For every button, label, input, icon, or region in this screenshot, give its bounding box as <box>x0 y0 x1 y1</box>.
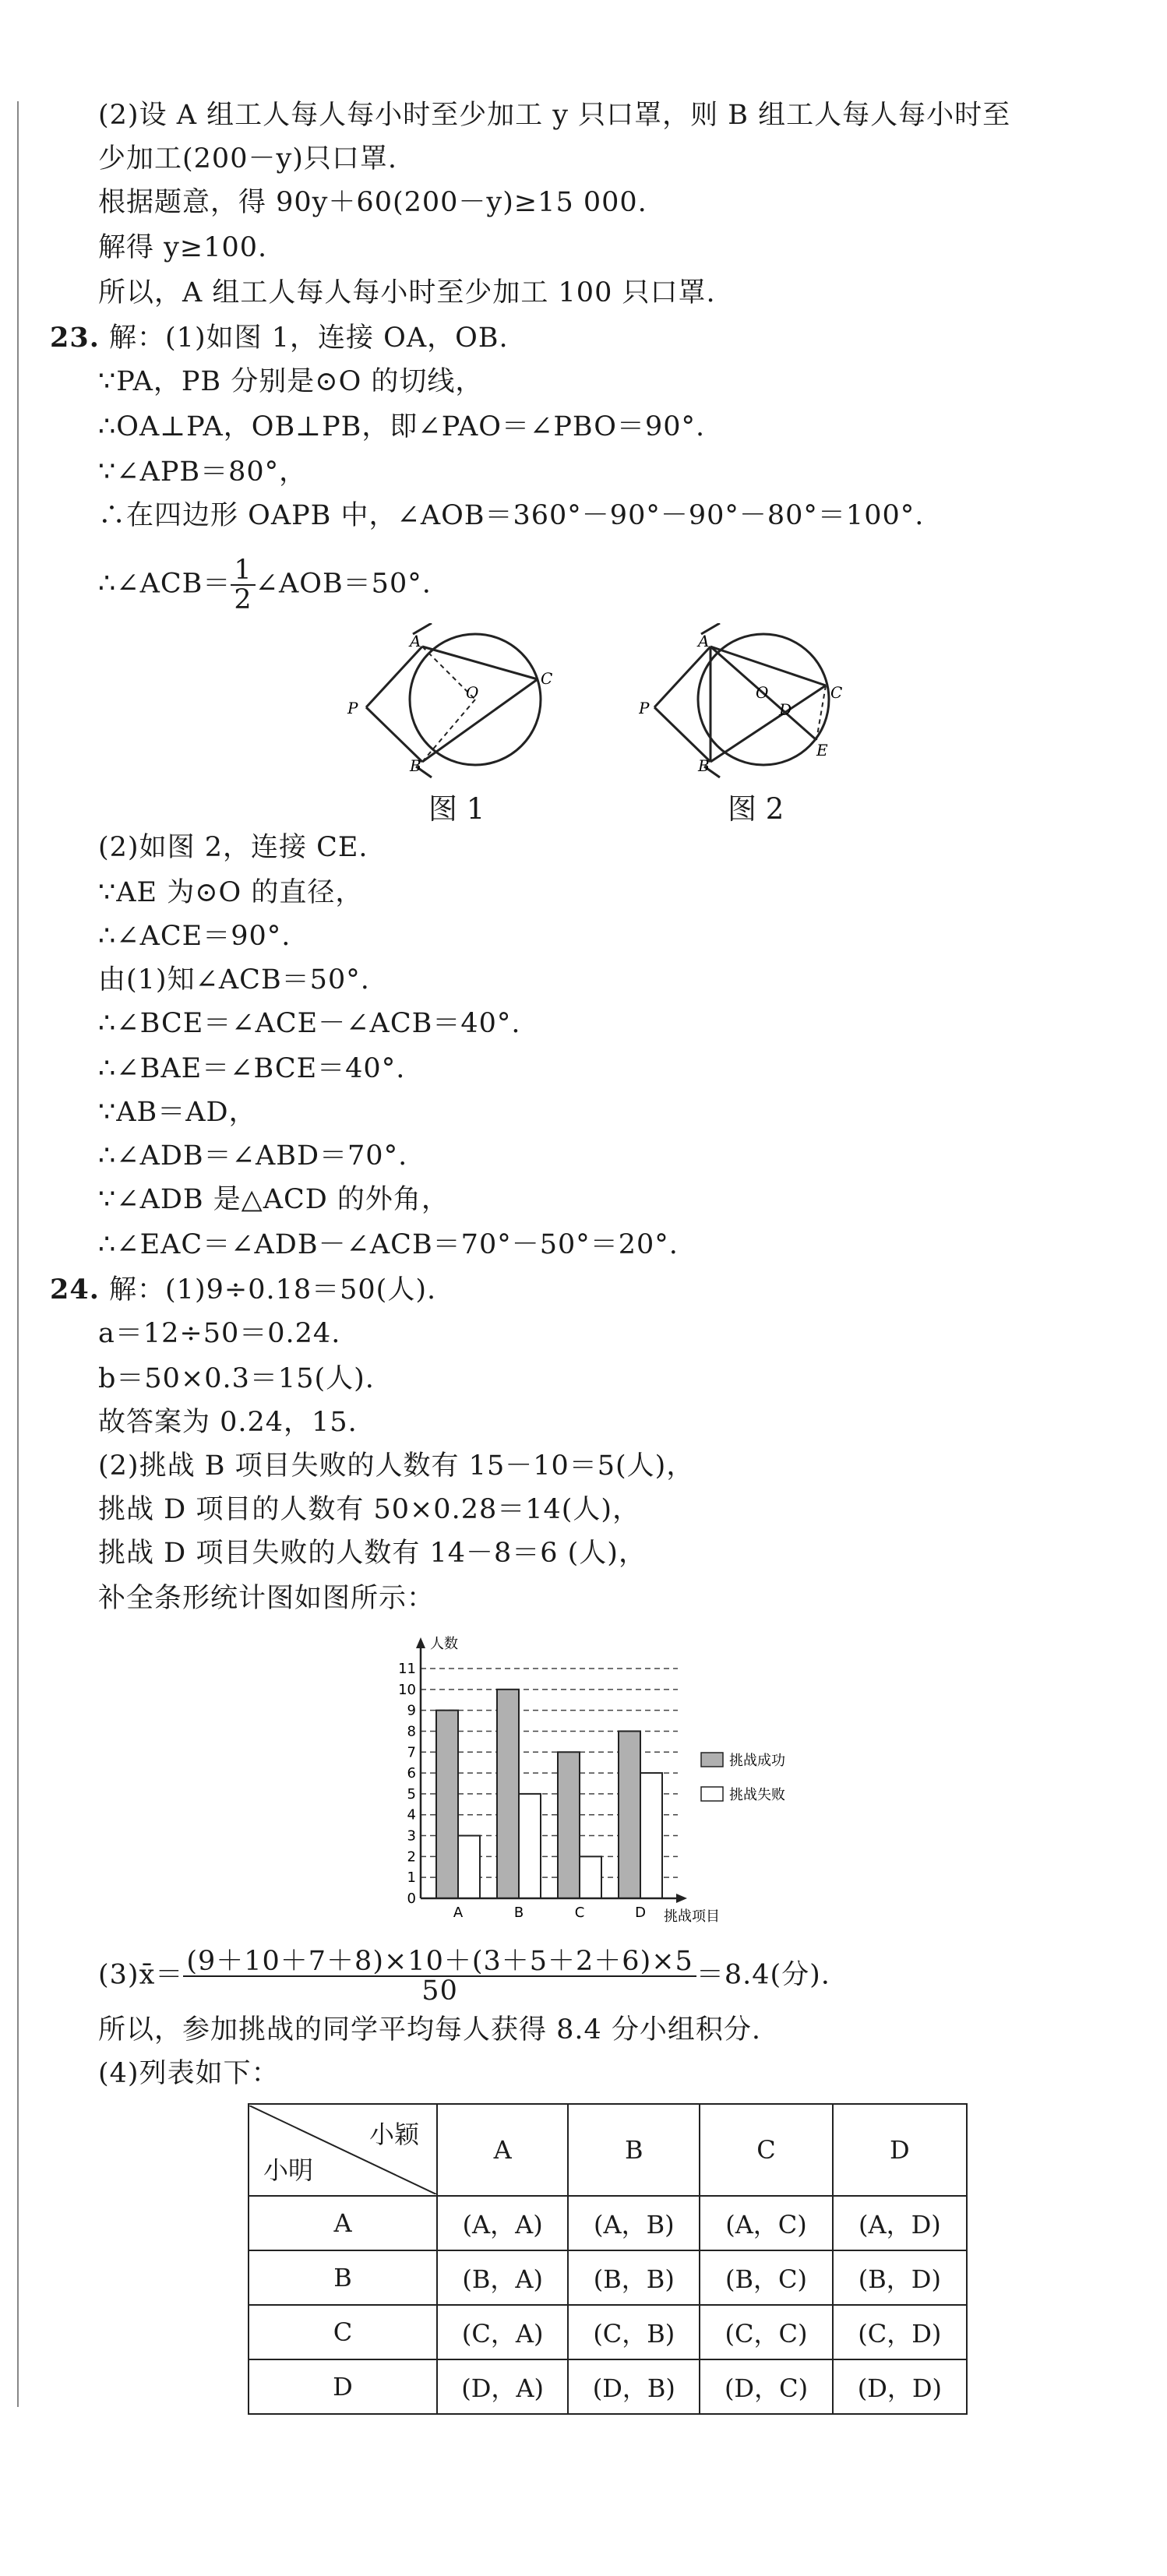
fraction: $\frac{1}{2}$ <box>231 556 255 614</box>
line-20: ∵∠ADB 是△ACD 的外角， <box>98 1184 450 1215</box>
y-tick-label: 10 <box>398 1681 416 1698</box>
q24-heading: 24. 解：(1)9÷0.18＝50(人). <box>50 1274 437 1306</box>
table-cell: (C，A) <box>437 2305 568 2359</box>
bar-fail-D <box>640 1773 662 1898</box>
line-18: ∵AB＝AD， <box>98 1097 257 1128</box>
line-23: a＝12÷50＝0.24. <box>98 1318 341 1349</box>
svg-text:C: C <box>541 669 553 688</box>
bar-success-A <box>436 1711 458 1898</box>
table-cell: (A，D) <box>833 2196 967 2250</box>
x-tick-label: C <box>574 1905 585 1921</box>
y-tick-label: 5 <box>407 1785 416 1802</box>
margin-rule <box>17 101 19 2407</box>
col-header: D <box>833 2104 967 2196</box>
line-12: (2)如图 2，连接 CE. <box>98 832 368 863</box>
col-header: A <box>437 2104 568 2196</box>
svg-text:A: A <box>410 632 421 650</box>
corner-top-label: 小颖 <box>368 2120 419 2149</box>
line-25: 故答案为 0.24，15. <box>98 1407 358 1438</box>
row-header: C <box>249 2305 437 2359</box>
y-tick-label: 8 <box>407 1723 416 1740</box>
bar-chart <box>374 1630 841 1926</box>
line-14: ∴∠ACE＝90°. <box>98 921 291 952</box>
mean-fraction: $\frac{(9+10+7+8)\times 10+(3+5+2+6)\times 5}{50}$ <box>183 1947 696 2005</box>
x-tick-label: A <box>453 1905 464 1921</box>
line-17: ∴∠BAE＝∠BCE＝40°. <box>98 1053 406 1084</box>
legend-label-success: 挑战成功 <box>729 1753 785 1769</box>
table-cell: (C，B) <box>568 2305 700 2359</box>
y-axis-label: 人数 <box>430 1636 458 1652</box>
line-1: (2)设 A 组工人每人每小时至少加工 y 只口罩，则 B 组工人每人每小时至 <box>98 100 1011 131</box>
svg-text:P: P <box>347 699 358 717</box>
y-tick-label: 4 <box>407 1806 416 1824</box>
line-24: b＝50×0.3＝15(人). <box>98 1363 375 1394</box>
svg-text:O: O <box>466 683 479 702</box>
table-cell: (B，D) <box>833 2250 967 2305</box>
line-8: ∴OA⊥PA，OB⊥PB，即∠PAO＝∠PBO＝90°. <box>98 411 706 442</box>
line-26: (2)挑战 B 项目失败的人数有 15－10＝5(人)， <box>98 1450 695 1482</box>
geometry-figure-2 <box>639 623 873 779</box>
table-cell: (D，B) <box>568 2359 700 2414</box>
x-tick-label: D <box>635 1905 646 1921</box>
table-cell: (A，C) <box>700 2196 832 2250</box>
x-tick-label: B <box>513 1905 524 1921</box>
bar-fail-B <box>519 1794 541 1898</box>
geometry-figure-1 <box>335 623 569 779</box>
line-10: ∴在四边形 OAPB 中，∠AOB＝360°－90°－90°－80°＝100°. <box>98 500 925 531</box>
col-header: C <box>700 2104 832 2196</box>
col-header: B <box>568 2104 700 2196</box>
table-cell: (D，C) <box>700 2359 832 2414</box>
table-cell: (A，B) <box>568 2196 700 2250</box>
corner-cell <box>249 2104 437 2196</box>
table-cell: (D，D) <box>833 2359 967 2414</box>
y-tick-label: 6 <box>407 1765 416 1782</box>
y-tick-label: 2 <box>407 1848 416 1866</box>
y-tick-label: 7 <box>407 1744 416 1761</box>
line-5: 所以，A 组工人每人每小时至少加工 100 只口罩. <box>98 277 716 308</box>
table-row <box>249 2196 967 2250</box>
line-9: ∵∠APB＝80°， <box>98 456 308 488</box>
legend-label-fail: 挑战失败 <box>729 1787 785 1803</box>
outcome-table <box>248 2103 968 2415</box>
line-19: ∴∠ADB＝∠ABD＝70°. <box>98 1140 408 1172</box>
y-tick-label: 1 <box>407 1869 416 1887</box>
q23-heading: 23. 解：(1)如图 1，连接 OA，OB. <box>50 322 509 354</box>
line-7: ∵PA，PB 分别是⊙O 的切线， <box>98 366 484 397</box>
line-21: ∴∠EAC＝∠ADB－∠ACB＝70°－50°＝20°. <box>98 1229 679 1260</box>
line-11: ∴∠ACB＝ $\frac{1}{2}$ ∠AOB＝50°. <box>98 555 432 615</box>
figure-1-caption: 图 1 <box>428 792 485 826</box>
y-tick-label: 9 <box>407 1702 416 1719</box>
y-tick-label: 3 <box>407 1827 416 1845</box>
legend-swatch-success <box>701 1753 723 1767</box>
bar-success-C <box>558 1752 580 1898</box>
line-3: 根据题意，得 90y＋60(200－y)≥15 000. <box>98 187 647 218</box>
bar-fail-A <box>458 1836 480 1898</box>
svg-text:A: A <box>698 632 710 650</box>
svg-text:B: B <box>698 756 710 775</box>
x-axis-label: 挑战项目 <box>664 1908 720 1925</box>
y-axis-arrow <box>416 1637 425 1648</box>
svg-text:P: P <box>639 699 650 717</box>
table-cell: (A，A) <box>437 2196 568 2250</box>
line-31: 所以，参加挑战的同学平均每人获得 8.4 分小组积分. <box>98 2014 762 2046</box>
table-row <box>249 2305 967 2359</box>
row-header: D <box>249 2359 437 2414</box>
line-16: ∴∠BCE＝∠ACE－∠ACB＝40°. <box>98 1008 521 1039</box>
table-cell: (D，A) <box>437 2359 568 2414</box>
svg-text:O: O <box>756 683 769 702</box>
line-15: 由(1)知∠ACB＝50°. <box>98 964 370 996</box>
y-tick-label: 11 <box>398 1661 416 1677</box>
table-cell: (B，B) <box>568 2250 700 2305</box>
line-2: 少加工(200－y)只口罩. <box>98 143 398 174</box>
line-28: 挑战 D 项目失败的人数有 14－8＝6 (人)， <box>98 1538 647 1569</box>
row-header: A <box>249 2196 437 2250</box>
svg-text:B: B <box>410 756 421 775</box>
corner-bottom-label: 小明 <box>263 2155 314 2185</box>
y-tick-label: 0 <box>407 1891 416 1907</box>
x-axis-arrow <box>676 1894 687 1903</box>
figure-2-caption: 图 2 <box>728 792 784 826</box>
bar-success-B <box>497 1690 519 1898</box>
line-13: ∵AE 为⊙O 的直径， <box>98 877 364 908</box>
table-cell: (C，D) <box>833 2305 967 2359</box>
table-cell: (B，C) <box>700 2250 832 2305</box>
svg-text:E: E <box>816 741 828 759</box>
line-4: 解得 y≥100. <box>98 232 268 263</box>
table-cell: (B，A) <box>437 2250 568 2305</box>
line-29: 补全条形统计图如图所示： <box>98 1583 435 1614</box>
mean-formula: (3)x̄＝ $\frac{(9+10+7+8)\times 10+(3+5+2+6)\times 5}{50}$ ＝8.4(分). <box>98 1946 830 2007</box>
svg-text:C: C <box>830 683 843 702</box>
bar-success-D <box>619 1731 640 1898</box>
legend-swatch-fail <box>701 1787 723 1801</box>
bar-fail-C <box>580 1856 601 1898</box>
table-row <box>249 2359 967 2414</box>
line-27: 挑战 D 项目的人数有 50×0.28＝14(人)， <box>98 1494 641 1525</box>
table-cell: (C，C) <box>700 2305 832 2359</box>
table-row <box>249 2250 967 2305</box>
svg-text:D: D <box>779 700 792 719</box>
line-32: (4)列表如下： <box>98 2058 280 2089</box>
row-header: B <box>249 2250 437 2305</box>
